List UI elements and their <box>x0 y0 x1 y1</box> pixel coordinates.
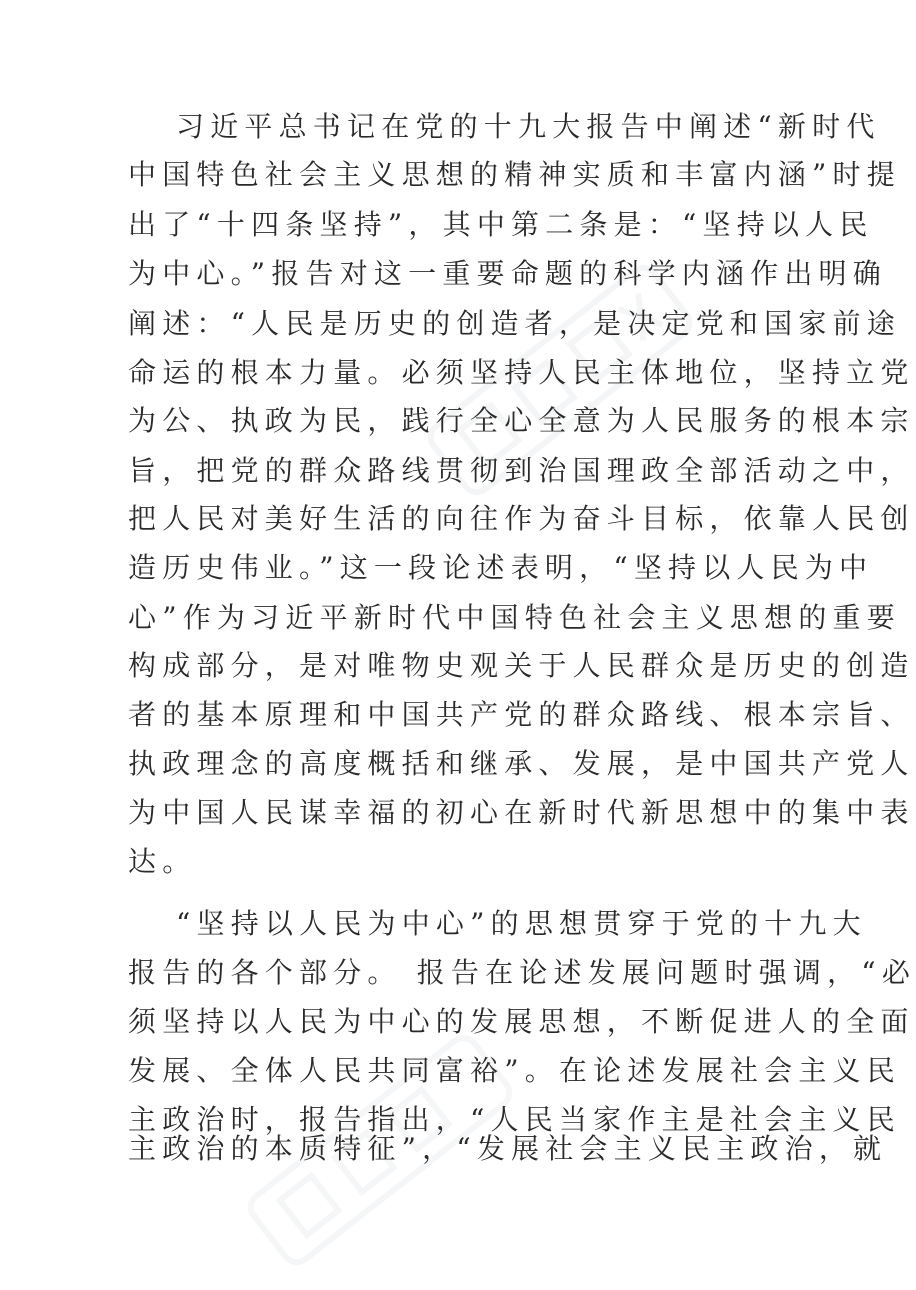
text-line: 报告的各个部分。 报告在论述发展问题时强调，“必 <box>128 956 916 989</box>
text-line: 发展、全体人民共同富裕”。在论述发展社会主义民 <box>128 1054 901 1087</box>
text-line: 心”作为习近平新时代中国特色社会主义思想的重要 <box>128 601 901 634</box>
text-line: 为中心。”报告对这一重要命题的科学内涵作出明确 <box>128 257 887 290</box>
text-line: “坚持以人民为中心”的思想贯穿于党的十九大 <box>176 907 867 940</box>
text-line: 者的基本原理和中国共产党的群众路线、根本宗旨、 <box>128 698 915 731</box>
text-line: 为公、执政为民，践行全心全意为人民服务的根本宗 <box>128 404 915 437</box>
text-line: 执政理念的高度概括和继承、发展，是中国共产党人 <box>128 747 915 780</box>
text-line: 中国特色社会主义思想的精神实质和丰富内涵”时提 <box>128 158 901 191</box>
text-line: 主政治的本质特征”，“发展社会主义民主政治，就 <box>128 1132 888 1165</box>
text-line: 旨，把党的群众路线贯彻到治国理政全部活动之中， <box>128 454 915 487</box>
text-line: 达。 <box>128 845 197 878</box>
text-line: 须坚持以人民为中心的发展思想，不断促进人的全面 <box>128 1005 915 1038</box>
text-line: 命运的根本力量。必须坚持人民主体地位，坚持立党 <box>128 356 915 389</box>
text-line: 阐述：“人民是历史的创造者，是决定党和国家前途 <box>128 307 901 340</box>
text-line: 习近平总书记在党的十九大报告中阐述“新时代 <box>176 110 881 143</box>
text-line: 构成部分，是对唯物史观关于人民群众是历史的创造 <box>128 649 915 682</box>
text-line: 出了“十四条坚持”，其中第二条是：“坚持以人民 <box>128 208 874 241</box>
text-line: 造历史伟业。”这一段论述表明，“坚持以人民为中 <box>128 551 874 584</box>
text-line: 主政治时，报告指出，“人民当家作主是社会主义民 <box>128 1103 901 1136</box>
text-line: 把人民对美好生活的向往作为奋斗目标，依靠人民创 <box>128 502 915 535</box>
text-line: 为中国人民谋幸福的初心在新时代新思想中的集中表 <box>128 796 915 829</box>
